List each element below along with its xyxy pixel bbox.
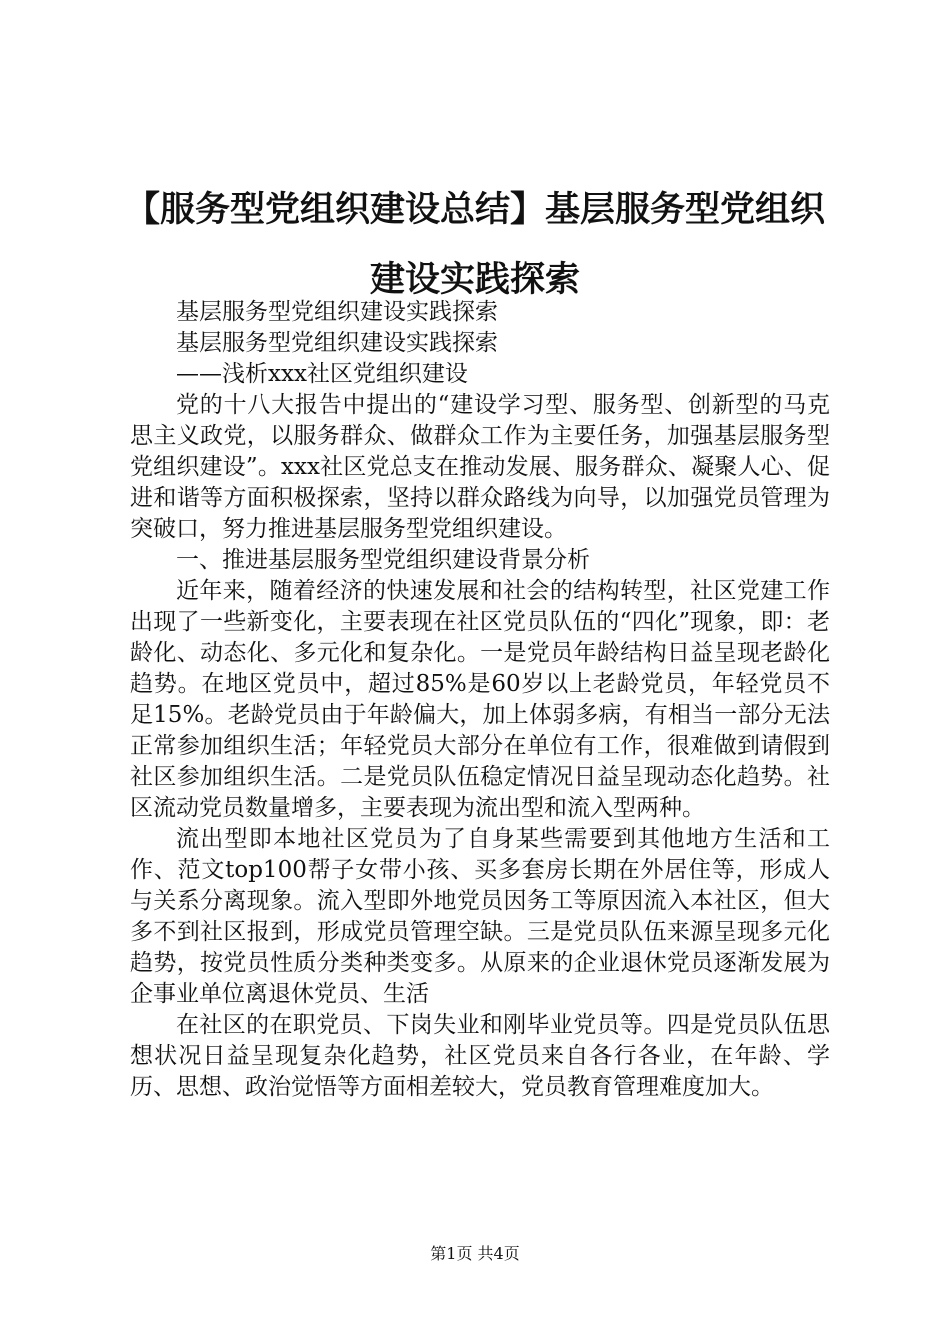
body-paragraph: 在社区的在职党员、下岗失业和刚毕业党员等。四是党员队伍思想状况日益呈现复杂化趋势，社区党员来自各行各业，在年龄、学历、思想、政治觉悟等方面相差较大，党员教育管理难度加大。 <box>130 1012 830 1100</box>
document-title <box>90 175 860 315</box>
document-body <box>130 297 830 1103</box>
body-paragraph: 党的十八大报告中提出的“建设学习型、服务型、创新型的马克思主义政党，以服务群众、做群众工作为主要任务，加强基层服务型党组织建设”。xxx社区党总支在推动发展、服务群众、凝聚人心、促进和谐等方面积极探索，坚持以群众路线为向导，以加强党员管理为突破口，努力推进基层服务型党组织建设。 <box>130 392 830 542</box>
body-paragraph: 近年来，随着经济的快速发展和社会的结构转型，社区党建工作出现了一些新变化，主要表现在社区党员队伍的“四化”现象，即：老龄化、动态化、多元化和复杂化。一是党员年龄结构日益呈现老龄化趋势。在地区党员中，超过85%是60岁以上老龄党员，年轻党员不足15%。老龄党员由于年龄偏大，加上体弱多病，有相当一部分无法正常参加组织生活；年轻党员大部分在单位有工作，很难做到请假到社区参加组织生活。二是党员队伍稳定情况日益呈现动态化趋势。社区流动党员数量增多，主要表现为流出型和流入型两种。 <box>130 578 830 821</box>
title-line-2: 建设实践探索 <box>369 260 580 300</box>
subtitle-paragraph: ——浅析xxx社区党组织建设 <box>176 361 468 387</box>
body-paragraph: 流出型即本地社区党员为了自身某些需要到其他地方生活和工作、范文top100帮子女带小孩、买多套房长期在外居住等，形成人与关系分离现象。流入型即外地党员因务工等原因流入本社区，但大多不到社区报到，形成党员管理空缺。三是党员队伍来源呈现多元化趋势，按党员性质分类种类变多。从原来的企业退休党员逐渐发展为企事业单位离退休党员、生活 <box>130 826 830 1007</box>
title-line-1: 【服务型党组织建设总结】基层服务型党组织 <box>124 190 825 230</box>
subtitle-paragraph: 基层服务型党组织建设实践探索 <box>176 299 498 325</box>
page-footer: 第1页 共4页 <box>430 1244 520 1263</box>
section-heading: 一、推进基层服务型党组织建设背景分析 <box>176 547 590 573</box>
subtitle-paragraph: 基层服务型党组织建设实践探索 <box>176 330 498 356</box>
